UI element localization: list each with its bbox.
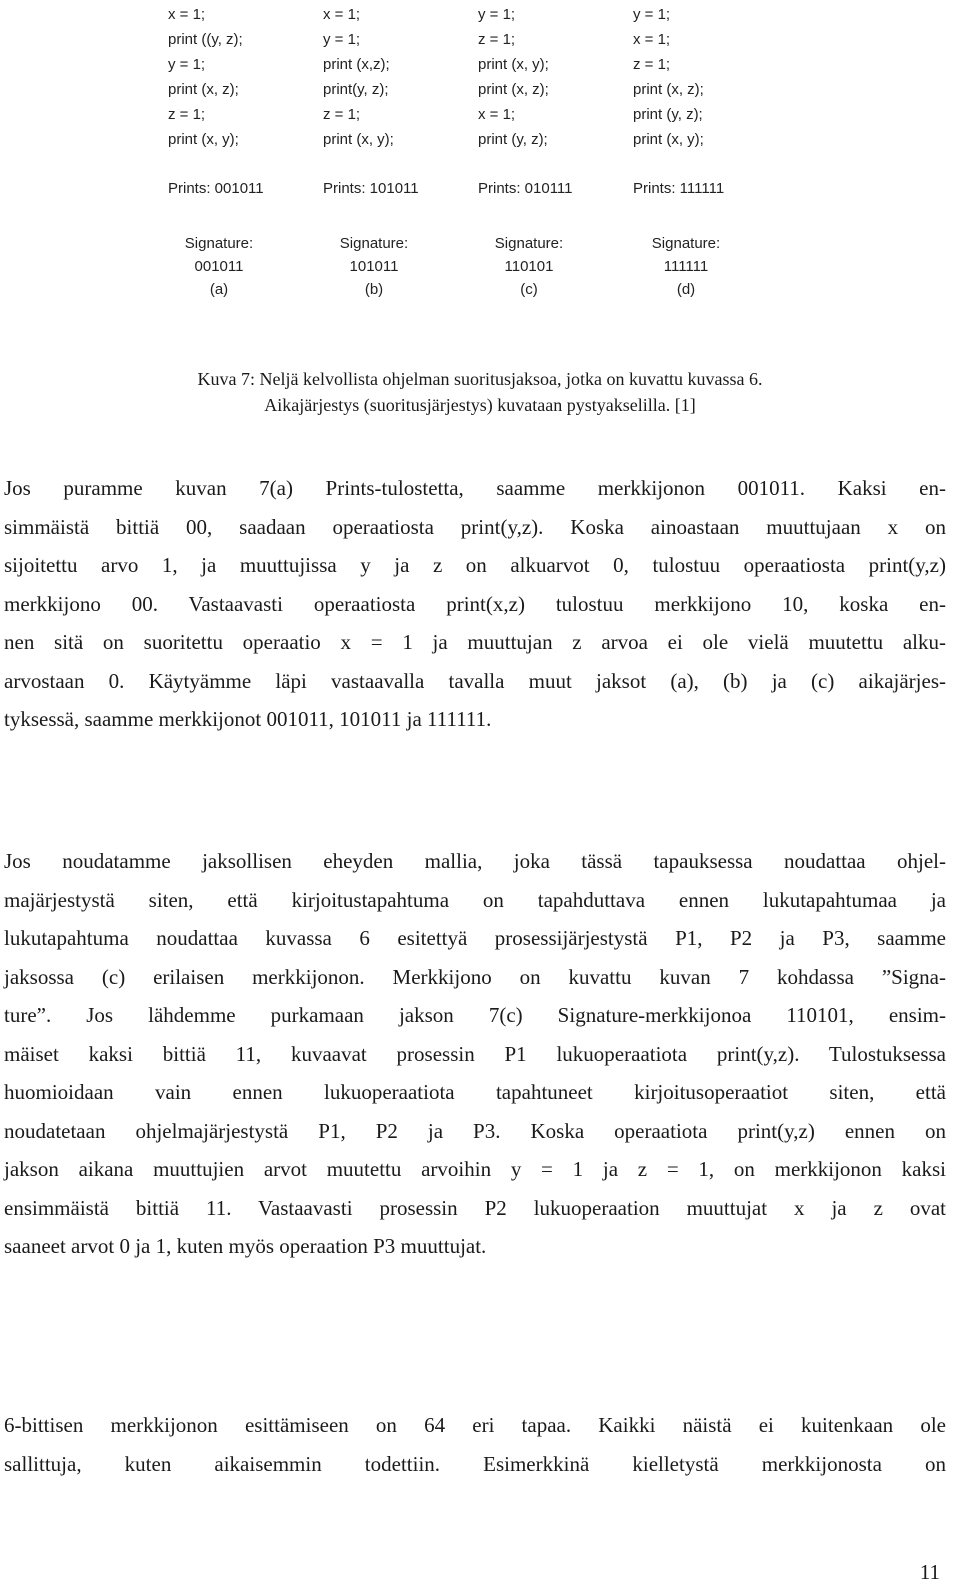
- text-line: tyksessä, saamme merkkijonot 001011, 101011 ja 111111.: [4, 707, 492, 731]
- text-line: jakson aikana muuttujien arvot muutettu arvoihin y = 1 ja z = 1, on merkkijonon kaksi: [4, 1157, 946, 1181]
- page-number: 11: [919, 1560, 940, 1584]
- sequence-c-code: [478, 2, 628, 152]
- paragraph: [4, 842, 946, 1266]
- sequence-tag: (b): [364, 281, 384, 298]
- signature-value: 101011: [349, 258, 399, 275]
- code-line: z = 1;: [478, 31, 516, 48]
- text-line: Jos puramme kuvan 7(a) Prints-tulostetta, saamme merkkijonon 001011. Kaksi en-: [4, 476, 946, 500]
- sequence-tag: (d): [676, 281, 696, 298]
- sequence-d-code: [633, 2, 783, 152]
- code-line: print (x,z);: [323, 56, 390, 73]
- text-line: ensimmäistä bittiä 11. Vastaavasti prosessin P2 lukuoperaation muuttujat x ja z ovat: [4, 1195, 946, 1220]
- execution-sequences-figure: [150, 0, 780, 305]
- sequence-b-prints: Prints: 101011: [323, 180, 419, 197]
- code-line: print (x, y);: [323, 131, 394, 148]
- text-line: lukutapahtuma noudattaa kuvassa 6 esitettyä prosessijärjestystä P1, P2 ja P3, saamme: [4, 926, 946, 950]
- code-line: y = 1;: [323, 31, 361, 48]
- sequence-b-signature: [319, 232, 429, 301]
- text-line: saaneet arvot 0 ja 1, kuten myös operaation P3 muuttujat.: [4, 1234, 487, 1258]
- code-line: z = 1;: [168, 106, 206, 123]
- code-line: z = 1;: [323, 106, 361, 123]
- signature-value: 001011: [194, 258, 244, 275]
- signature-value: 111111: [663, 258, 709, 275]
- text-line: ture”. Jos lähdemme purkamaan jakson 7(c) Signature-merkkijonoa 110101, ensim-: [4, 1003, 946, 1027]
- text-line: jaksossa (c) erilaisen merkkijonon. Merkkijono on kuvattu kuvan 7 kohdassa ”Signa-: [4, 964, 946, 989]
- text-line: simmäistä bittiä 00, saadaan operaatiosta print(y,z). Koska ainoastaan muuttujaan x on: [4, 514, 946, 539]
- code-line: print ((y, z);: [168, 31, 243, 48]
- code-line: z = 1;: [633, 56, 671, 73]
- signature-label: Signature:: [184, 235, 254, 252]
- caption-line: Aikajärjestys (suoritusjärjestys) kuvataan pystyakselilla. [1]: [264, 395, 696, 415]
- sequence-c-prints: Prints: 010111: [478, 180, 573, 197]
- code-line: y = 1;: [478, 6, 516, 23]
- signature-label: Signature:: [651, 235, 721, 252]
- text-line: sijoitettu arvo 1, ja muuttujissa y ja z on alkuarvot 0, tulostuu operaatiosta print(y,z): [4, 553, 946, 577]
- code-line: x = 1;: [323, 6, 361, 23]
- text-line: noudatetaan ohjelmajärjestystä P1, P2 ja P3. Koska operaatiota print(y,z) ennen on: [4, 1118, 946, 1143]
- sequence-c-signature: [474, 232, 584, 301]
- caption-line: Kuva 7: Neljä kelvollista ohjelman suoritusjaksoa, jotka on kuvattu kuvassa 6.: [197, 369, 763, 389]
- signature-value: 110101: [504, 258, 554, 275]
- sequence-a-signature: [164, 232, 274, 301]
- code-line: y = 1;: [633, 6, 671, 23]
- sequence-tag: (a): [209, 281, 229, 298]
- text-line: Jos noudatamme jaksollisen eheyden mallia, joka tässä tapauksessa noudattaa ohjel-: [4, 849, 946, 873]
- code-line: x = 1;: [633, 31, 671, 48]
- text-line: arvostaan 0. Käytyämme läpi vastaavalla tavalla muut jaksot (a), (b) ja (c) aikajärjes-: [4, 668, 946, 693]
- sequence-b-code: [323, 2, 473, 152]
- sequence-a-code: [168, 2, 318, 152]
- code-line: y = 1;: [168, 56, 206, 73]
- code-line: print (x, z);: [633, 81, 704, 98]
- text-line: sallittuja, kuten aikaisemmin todettiin. Esimerkkinä kielletystä merkkijonosta on: [4, 1451, 946, 1476]
- signature-label: Signature:: [339, 235, 409, 252]
- text-line: merkkijono 00. Vastaavasti operaatiosta print(x,z) tulostuu merkkijono 10, koska en-: [4, 591, 946, 616]
- figure-caption: [0, 366, 960, 418]
- text-line: nen sitä on suoritettu operaatio x = 1 ja muuttujan z arvoa ei ole vielä muutettu alku-: [4, 630, 946, 654]
- code-line: print (y, z);: [478, 131, 548, 148]
- code-line: print (x, z);: [168, 81, 239, 98]
- text-line: 6-bittisen merkkijonon esittämiseen on 64 eri tapaa. Kaikki näistä ei kuitenkaan ole: [4, 1413, 946, 1437]
- text-line: majärjestystä siten, että kirjoitustapahtuma on tapahduttava ennen lukutapahtumaa ja: [4, 887, 946, 912]
- sequence-tag: (c): [520, 281, 538, 298]
- sequence-a-prints: Prints: 001011: [168, 180, 264, 197]
- sequence-d-prints: Prints: 111111: [633, 180, 725, 197]
- text-line: huomioidaan vain ennen lukuoperaatiota tapahtuneet kirjoitusoperaatiot siten, että: [4, 1080, 946, 1104]
- code-line: print (x, y);: [478, 56, 549, 73]
- text-line: mäiset kaksi bittiä 11, kuvaavat prosessin P1 lukuoperaatiota print(y,z). Tulostuksessa: [4, 1041, 946, 1066]
- paragraph: [4, 469, 946, 739]
- signature-label: Signature:: [494, 235, 564, 252]
- code-line: x = 1;: [478, 106, 516, 123]
- sequence-d-signature: [631, 232, 741, 301]
- code-line: print (x, y);: [168, 131, 239, 148]
- code-line: print(y, z);: [323, 81, 389, 98]
- code-line: print (x, z);: [478, 81, 549, 98]
- code-line: x = 1;: [168, 6, 206, 23]
- code-line: print (x, y);: [633, 131, 704, 148]
- paragraph: [4, 1406, 946, 1483]
- code-line: print (y, z);: [633, 106, 703, 123]
